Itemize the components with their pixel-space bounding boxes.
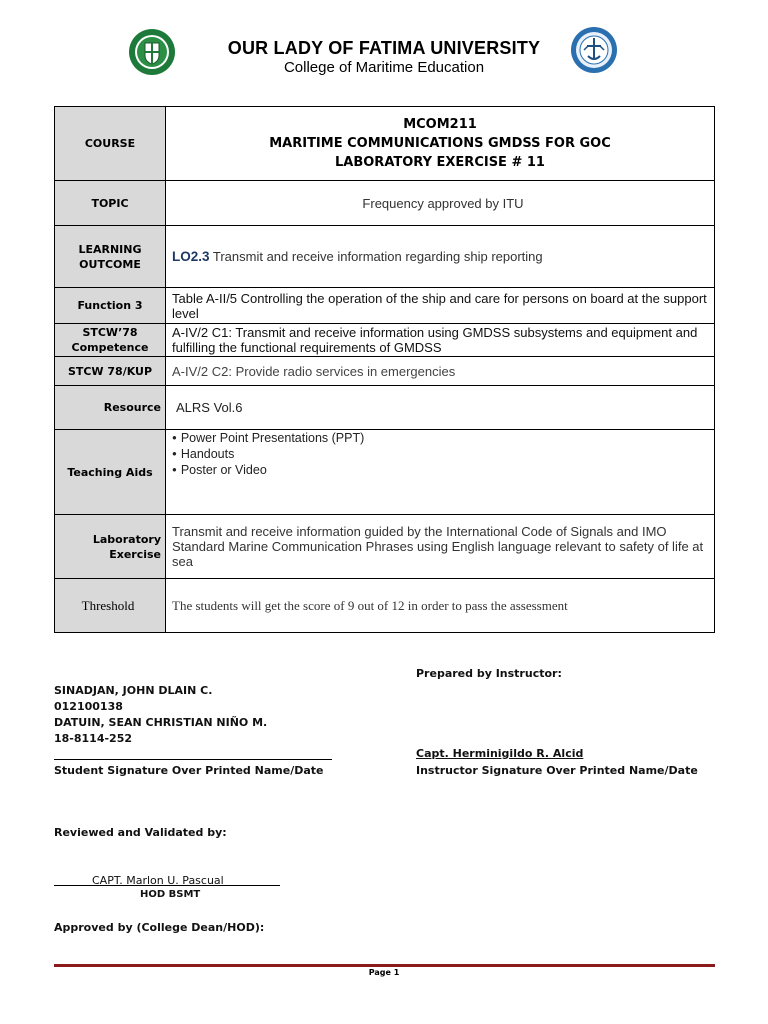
student-1-id: 012100138 [54,700,123,713]
document-header [0,28,768,88]
teaching-aids-value [166,430,715,515]
page-number: Page 1 [368,968,400,977]
reviewer-signature-line [54,885,280,886]
footer-rule [54,964,715,967]
stcw-competence-value: A-IV/2 C1: Transmit and receive information using GMDSS subsystems and equipment and fulfilling the functional requirements of GMDSS [166,324,715,357]
instructor-signature-caption: Instructor Signature Over Printed Name/Date [416,764,698,777]
course-title: MARITIME COMMUNICATIONS GMDSS FOR GOC [269,136,611,151]
label-lab-exercise [55,515,166,579]
threshold-value: The students will get the score of 9 out of 12 in order to pass the assessment [166,579,715,633]
table-row-stcw-competence [55,324,715,357]
lo-code: LO2.3 [172,249,210,264]
list-item: ● Handouts [172,446,714,462]
list-item: ● Poster or Video [172,462,714,478]
course-code: MCOM211 [403,117,477,132]
topic-value: Frequency approved by ITU [166,181,715,226]
label-laboratory: Laboratory [92,532,161,546]
reviewer-title: HOD BSMT [140,889,201,900]
table-row-resource [55,386,715,430]
table-row-function [55,288,715,324]
prepared-by-label: Prepared by Instructor: [416,667,562,680]
table-row-lab-exercise [55,515,715,579]
label-threshold: Threshold [55,579,166,633]
label-stcw-kup: STCW 78/KUP [55,357,166,386]
table-row-threshold [55,579,715,633]
lo-text: Transmit and receive information regarding ship reporting [209,249,543,264]
function-value: Table A-II/5 Controlling the operation of the ship and care for persons on board at the support level [166,288,715,324]
instructor-name: Capt. Herminigildo R. Alcid [416,747,584,760]
label-resource: Resource [55,386,166,430]
approved-label: Approved by (College Dean/HOD): [54,921,265,934]
label-learning: LEARNING [78,242,142,256]
course-value [166,107,715,181]
stcw-kup-value: A-IV/2 C2: Provide radio services in emergencies [166,357,715,386]
learning-outcome-value [166,226,715,288]
university-name: OUR LADY OF FATIMA UNIVERSITY [227,38,541,58]
label-competence: Competence [71,341,149,354]
table-row-learning-outcome [55,226,715,288]
label-teaching-aids: Teaching Aids [55,430,166,515]
table-row-topic [55,181,715,226]
student-2-id: 18-8114-252 [54,732,133,745]
course-info-table [54,106,715,633]
college-name: College of Maritime Education [283,59,485,76]
course-exercise: LABORATORY EXERCISE # 11 [335,155,545,170]
teaching-aids-list [172,430,714,478]
label-learning-outcome [55,226,166,288]
lab-exercise-value: Transmit and receive information guided by the International Code of Signals and IMO Standard Marine Communication Phrases using English language relevant to safety of life at sea [166,515,715,579]
student-signature-caption: Student Signature Over Printed Name/Date [54,764,324,777]
resource-value: ALRS Vol.6 [166,386,715,430]
student-1-name: SINADJAN, JOHN DLAIN C. [54,684,213,697]
label-outcome: OUTCOME [79,257,141,271]
table-row-course [55,107,715,181]
label-stcw78: STCW’78 [82,326,138,339]
table-row-stcw-kup [55,357,715,386]
label-stcw-competence [55,324,166,357]
reviewer-name: CAPT. Marlon U. Pascual [92,874,224,887]
label-course: COURSE [55,107,166,181]
student-signature-line [54,759,332,760]
student-2-name: DATUIN, SEAN CHRISTIAN NIÑO M. [54,716,268,729]
reviewed-label: Reviewed and Validated by: [54,826,227,839]
label-function: Function 3 [55,288,166,324]
label-exercise: Exercise [109,547,161,561]
list-item: ● Power Point Presentations (PPT) [172,430,714,446]
table-row-teaching-aids [55,430,715,515]
maritime-seal-icon [570,26,618,74]
label-topic: TOPIC [55,181,166,226]
